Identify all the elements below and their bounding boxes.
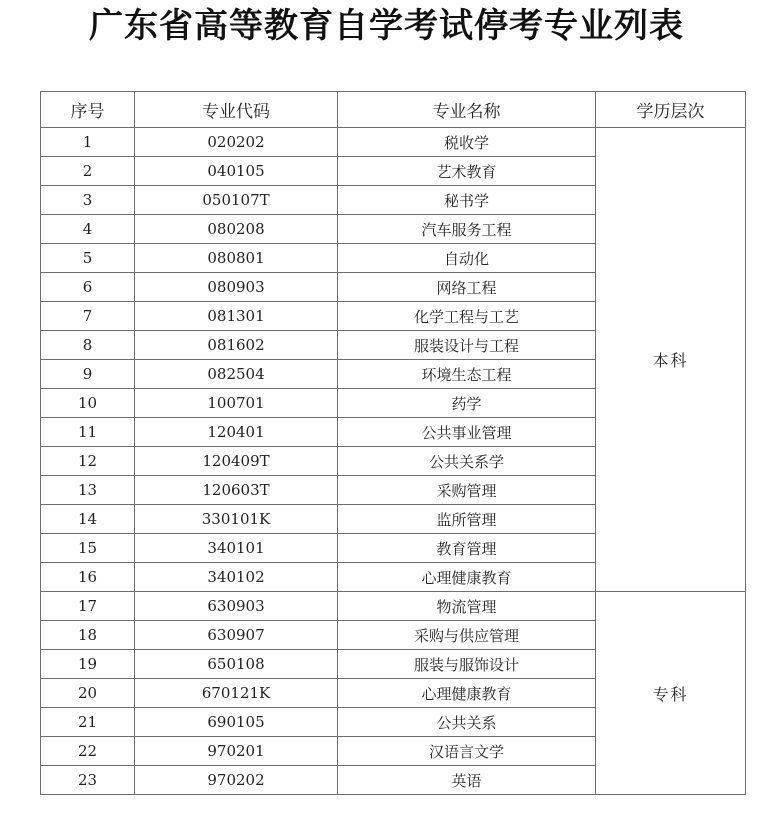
header-seq: 序号 bbox=[41, 92, 135, 128]
cell-name: 公共关系学 bbox=[338, 447, 596, 476]
cell-code: 630907 bbox=[135, 621, 338, 650]
header-level: 学历层次 bbox=[596, 92, 746, 128]
cell-code: 100701 bbox=[135, 389, 338, 418]
header-name: 专业名称 bbox=[338, 92, 596, 128]
cell-name: 采购管理 bbox=[338, 476, 596, 505]
cell-name: 物流管理 bbox=[338, 592, 596, 621]
cell-seq: 4 bbox=[41, 215, 135, 244]
cell-seq: 2 bbox=[41, 157, 135, 186]
cell-code: 970201 bbox=[135, 737, 338, 766]
header-code: 专业代码 bbox=[135, 92, 338, 128]
cell-code: 670121K bbox=[135, 679, 338, 708]
cell-code: 330101K bbox=[135, 505, 338, 534]
cell-seq: 11 bbox=[41, 418, 135, 447]
cell-seq: 16 bbox=[41, 563, 135, 592]
table-body bbox=[41, 128, 746, 795]
cell-seq: 19 bbox=[41, 650, 135, 679]
cell-name: 药学 bbox=[338, 389, 596, 418]
cell-name: 采购与供应管理 bbox=[338, 621, 596, 650]
cell-code: 690105 bbox=[135, 708, 338, 737]
cell-name: 税收学 bbox=[338, 128, 596, 157]
cell-seq: 3 bbox=[41, 186, 135, 215]
cell-seq: 10 bbox=[41, 389, 135, 418]
cell-seq: 6 bbox=[41, 273, 135, 302]
cell-name: 教育管理 bbox=[338, 534, 596, 563]
cell-code: 340102 bbox=[135, 563, 338, 592]
cell-name: 汉语言文学 bbox=[338, 737, 596, 766]
cell-seq: 23 bbox=[41, 766, 135, 795]
cell-name: 环境生态工程 bbox=[338, 360, 596, 389]
cell-seq: 5 bbox=[41, 244, 135, 273]
cell-code: 080801 bbox=[135, 244, 338, 273]
cell-name: 服装与服饰设计 bbox=[338, 650, 596, 679]
cell-name: 服装设计与工程 bbox=[338, 331, 596, 360]
cell-name: 秘书学 bbox=[338, 186, 596, 215]
cell-level: 专科 bbox=[596, 592, 746, 795]
cell-name: 公共事业管理 bbox=[338, 418, 596, 447]
table-row bbox=[41, 128, 746, 157]
cell-code: 081602 bbox=[135, 331, 338, 360]
cell-code: 970202 bbox=[135, 766, 338, 795]
cell-code: 120401 bbox=[135, 418, 338, 447]
cell-name: 心理健康教育 bbox=[338, 563, 596, 592]
cell-name: 心理健康教育 bbox=[338, 679, 596, 708]
majors-table bbox=[40, 91, 746, 795]
cell-code: 080903 bbox=[135, 273, 338, 302]
cell-name: 网络工程 bbox=[338, 273, 596, 302]
table-header bbox=[41, 92, 746, 128]
cell-code: 650108 bbox=[135, 650, 338, 679]
header-row bbox=[41, 92, 746, 128]
cell-seq: 1 bbox=[41, 128, 135, 157]
cell-seq: 21 bbox=[41, 708, 135, 737]
cell-seq: 20 bbox=[41, 679, 135, 708]
cell-seq: 18 bbox=[41, 621, 135, 650]
cell-code: 630903 bbox=[135, 592, 338, 621]
cell-code: 340101 bbox=[135, 534, 338, 563]
cell-code: 020202 bbox=[135, 128, 338, 157]
cell-code: 120603T bbox=[135, 476, 338, 505]
cell-name: 监所管理 bbox=[338, 505, 596, 534]
cell-seq: 14 bbox=[41, 505, 135, 534]
cell-name: 公共关系 bbox=[338, 708, 596, 737]
cell-seq: 15 bbox=[41, 534, 135, 563]
cell-name: 汽车服务工程 bbox=[338, 215, 596, 244]
cell-code: 082504 bbox=[135, 360, 338, 389]
cell-name: 自动化 bbox=[338, 244, 596, 273]
cell-code: 081301 bbox=[135, 302, 338, 331]
cell-seq: 9 bbox=[41, 360, 135, 389]
cell-seq: 7 bbox=[41, 302, 135, 331]
cell-seq: 12 bbox=[41, 447, 135, 476]
cell-seq: 8 bbox=[41, 331, 135, 360]
cell-seq: 22 bbox=[41, 737, 135, 766]
cell-name: 英语 bbox=[338, 766, 596, 795]
cell-code: 080208 bbox=[135, 215, 338, 244]
cell-code: 120409T bbox=[135, 447, 338, 476]
cell-code: 040105 bbox=[135, 157, 338, 186]
cell-level: 本科 bbox=[596, 128, 746, 592]
cell-seq: 17 bbox=[41, 592, 135, 621]
page-title: 广东省高等教育自学考试停考专业列表 bbox=[89, 6, 684, 46]
cell-name: 艺术教育 bbox=[338, 157, 596, 186]
cell-seq: 13 bbox=[41, 476, 135, 505]
cell-name: 化学工程与工艺 bbox=[338, 302, 596, 331]
cell-code: 050107T bbox=[135, 186, 338, 215]
table-row bbox=[41, 592, 746, 621]
